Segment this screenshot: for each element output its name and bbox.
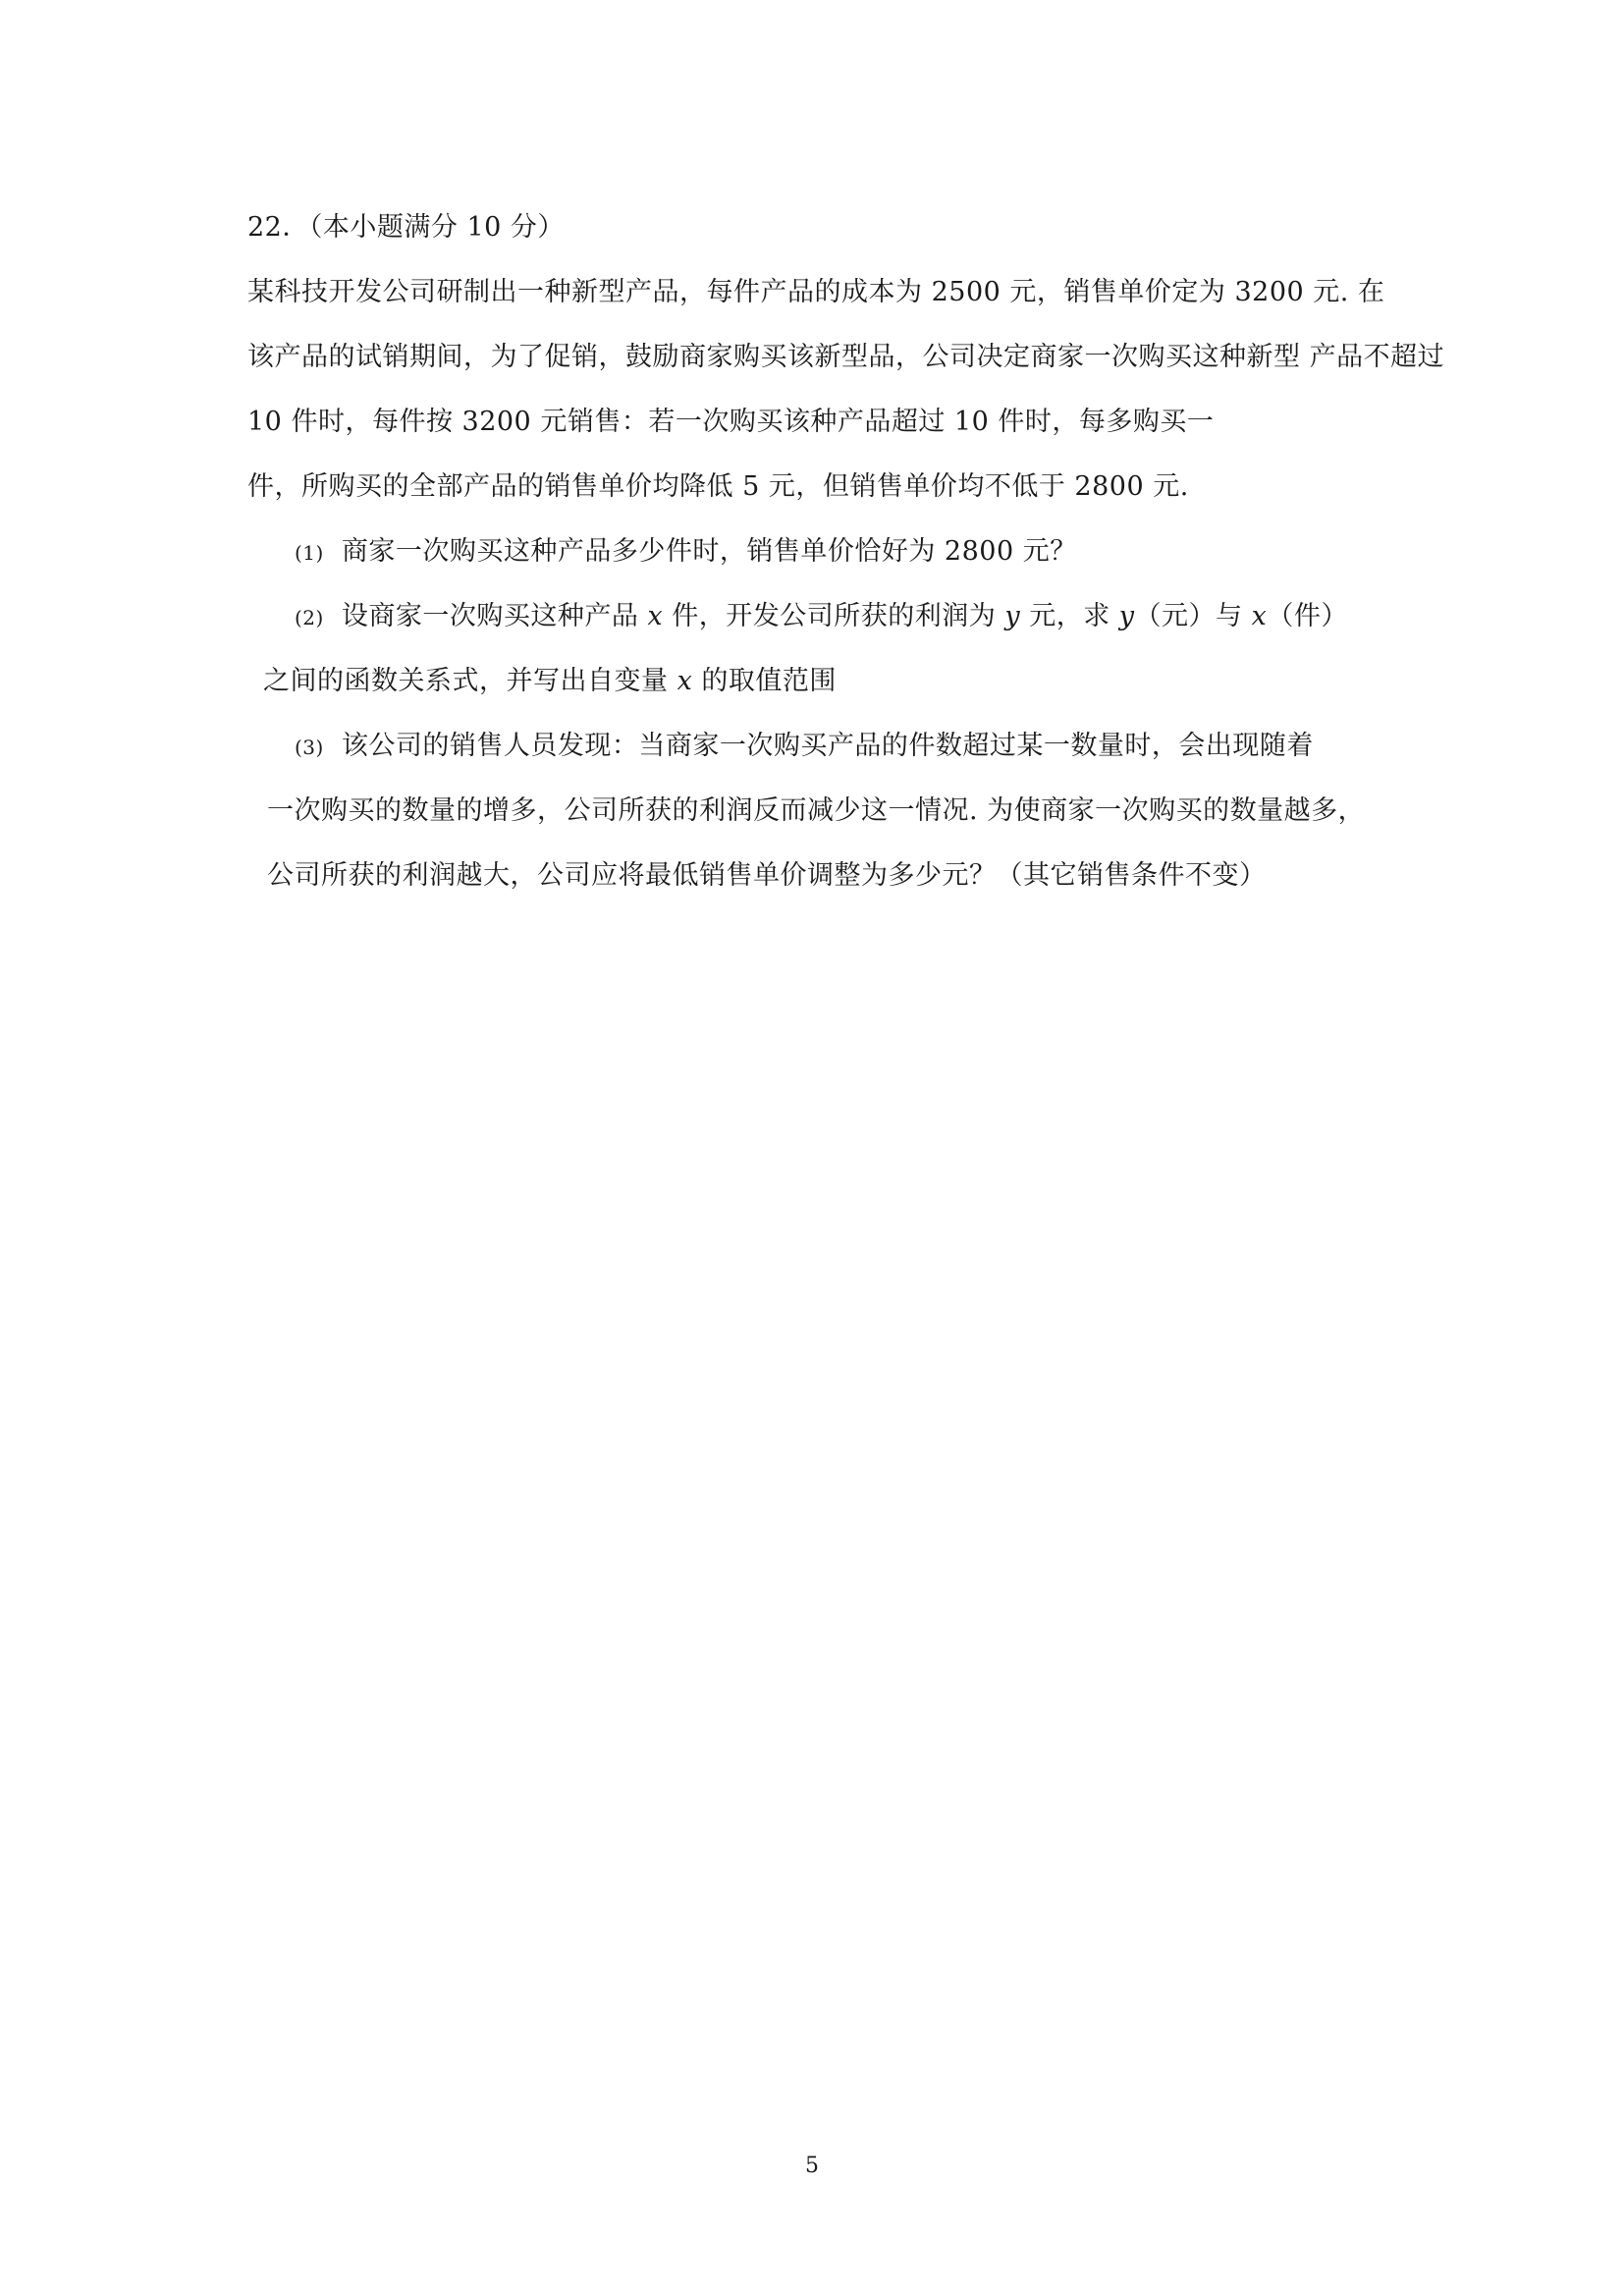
question-1-number: (1) [295,541,324,565]
problem-stem-line-2: 该产品的试销期间，为了促销，鼓励商家购买该新型品，公司决定商家一次购买这种新型 产品不超过 [247,342,1445,372]
question-2-text-part-2: 件，开发公司所获的利润为 [663,601,1005,631]
question-2-line-2-part-1: 之间的函数关系式，并写出自变量 [263,666,677,696]
problem-stem-line-4: 件，所购买的全部产品的销售单价均降低 5 元，但销售单价均不低于 2800 元. [247,471,1189,502]
question-2-line-2 [263,664,837,699]
question-2-text-part-4: （元）与 [1134,601,1252,631]
question-3-line-2: 一次购买的数量的增多，公司所获的利润反而减少这一情况. 为使商家一次购买的数量越多， [267,795,1366,826]
problem-stem-line-1: 某科技开发公司研制出一种新型产品，每件产品的成本为 2500 元，销售单价定为 3200 元. 在 [247,277,1385,307]
problem-heading: 22．（本小题满分 10 分） [247,212,565,243]
variable-x: x [677,666,693,696]
question-2-text-part-3: 元，求 [1020,601,1119,631]
variable-y: y [1004,601,1021,631]
question-3-text-line-1: 该公司的销售人员发现：当商家一次购买产品的件数超过某一数量时，会出现随着 [341,731,1314,761]
question-2-line-2-part-2: 的取值范围 [692,666,837,696]
variable-x: x [1251,601,1268,631]
question-3-line-1 [295,729,1314,765]
question-1-text: 商家一次购买这种产品多少件时，销售单价恰好为 2800 元？ [341,536,1077,567]
variable-x: x [647,601,664,631]
question-3-number: (3) [295,736,324,759]
question-2-text-part-1: 设商家一次购买这种产品 [341,601,648,631]
question-2-number: (2) [295,606,324,629]
question-3-line-3: 公司所获的利润越大，公司应将最低销售单价调整为多少元？（其它销售条件不变） [267,860,1267,891]
page-number: 5 [805,2154,819,2178]
question-2-text-part-5: （件） [1267,601,1348,631]
variable-y: y [1118,601,1135,631]
problem-stem-line-3: 10 件时，每件按 3200 元销售：若一次购买该种产品超过 10 件时，每多购买一 [247,407,1215,437]
question-2-line-1 [295,599,1348,635]
question-1 [295,534,1077,571]
